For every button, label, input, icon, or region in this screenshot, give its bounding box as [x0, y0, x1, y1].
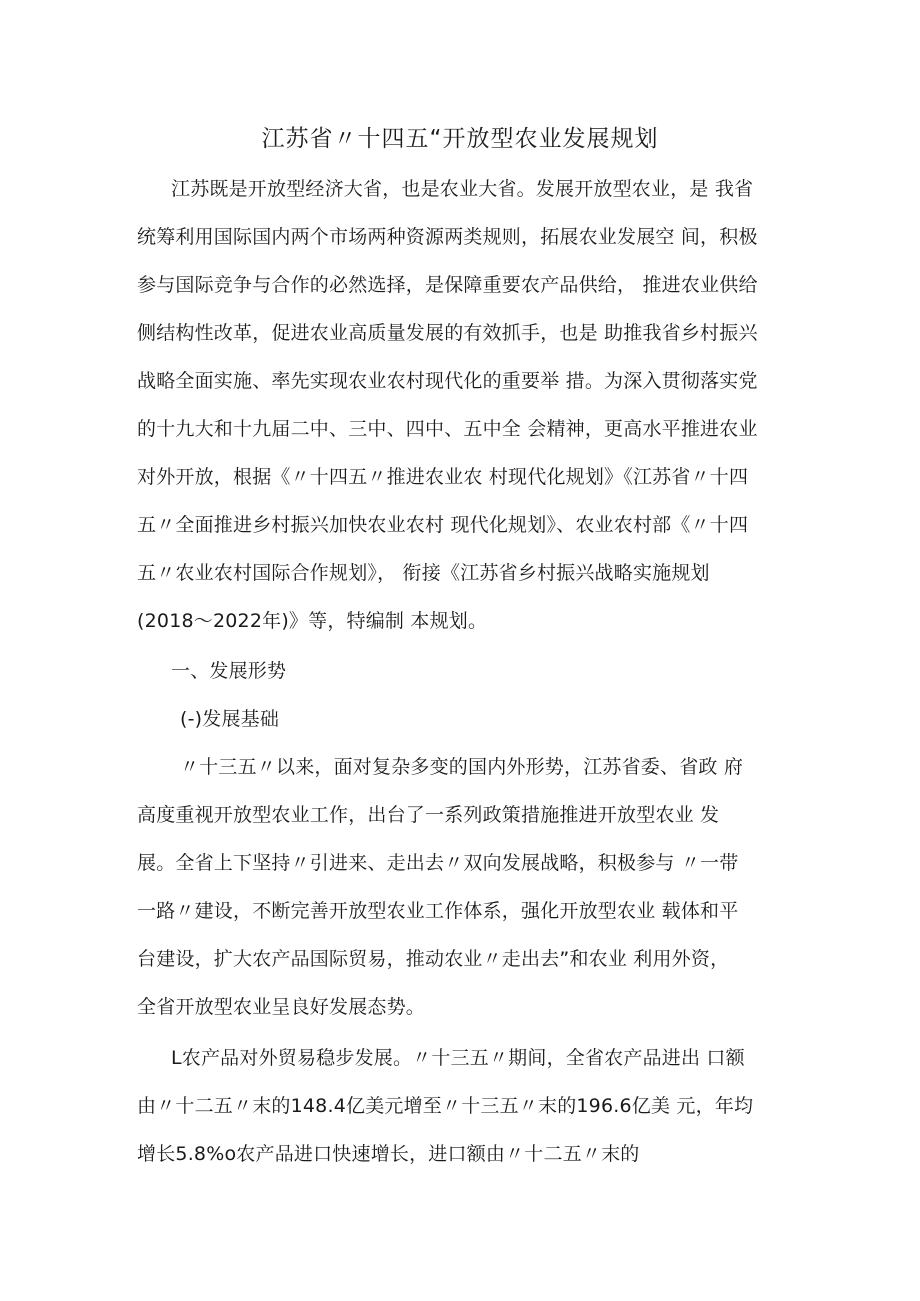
subsection-heading: (-)发展基础	[180, 708, 280, 730]
section-heading: 一、发展形势	[171, 660, 287, 682]
intro-line: 侧结构性改革，促进农业高质量发展的有效抓手，也是 助推我省乡村振兴	[137, 322, 758, 344]
intro-line: 参与国际竞争与合作的必然选择，是保障重要农产品供给， 推进农业供给	[137, 274, 758, 296]
intro-line: 五〃农业农村国际合作规划》， 衔接《江苏省乡村振兴战略实施规划	[137, 562, 710, 584]
trade-line: 由〃十二五〃末的148.4亿美元增至〃十三五〃末的196.6亿美 元，年均	[137, 1095, 754, 1117]
basis-line: 展。全省上下坚持〃引进来、走出去〃双向发展战略，积极参与 〃一带	[137, 852, 739, 874]
intro-line: 五〃全面推进乡村振兴加快农业农村 现代化规划》、农业农村部《〃十四	[137, 514, 749, 536]
intro-line: 统筹利用国际国内两个市场两种资源两类规则，拓展农业发展空 间，积极	[137, 226, 758, 248]
intro-line: 战略全面实施、率先实现农业农村现代化的重要举 措。为深入贯彻落实党	[137, 370, 758, 392]
basis-line: 〃十三五〃以来，面对复杂多变的国内外形势，江苏省委、省政 府	[180, 756, 744, 778]
trade-line: L农产品对外贸易稳步发展。〃十三五〃期间，全省农产品进出 口额	[171, 1047, 745, 1069]
basis-line: 高度重视开放型农业工作，出台了一系列政策措施推进开放型农业 发	[137, 804, 720, 826]
intro-line: 的十九大和十九届二中、三中、四中、五中全 会精神，更高水平推进农业	[137, 418, 758, 440]
basis-line: 全省开放型农业呈良好发展态势。	[137, 996, 426, 1018]
document-title: 江苏省〃十四五“开放型农业发展规划	[261, 126, 659, 152]
trade-line: 增长5.8%o农产品进口快速增长，进口额由〃十二五〃末的	[137, 1143, 640, 1165]
intro-line: (2018～2022年)》等，特编制 本规划。	[137, 610, 488, 632]
intro-line: 江苏既是开放型经济大省，也是农业大省。发展开放型农业，是 我省	[171, 178, 754, 200]
intro-line: 对外开放，根据《〃十四五〃推进农业农 村现代化规划》《江苏省〃十四	[137, 466, 749, 488]
basis-line: 台建设，扩大农产品国际贸易，推动农业〃走出去”和农业 利用外资，	[137, 948, 730, 970]
basis-line: 一路〃建设，不断完善开放型农业工作体系，强化开放型农业 载体和平	[137, 900, 739, 922]
